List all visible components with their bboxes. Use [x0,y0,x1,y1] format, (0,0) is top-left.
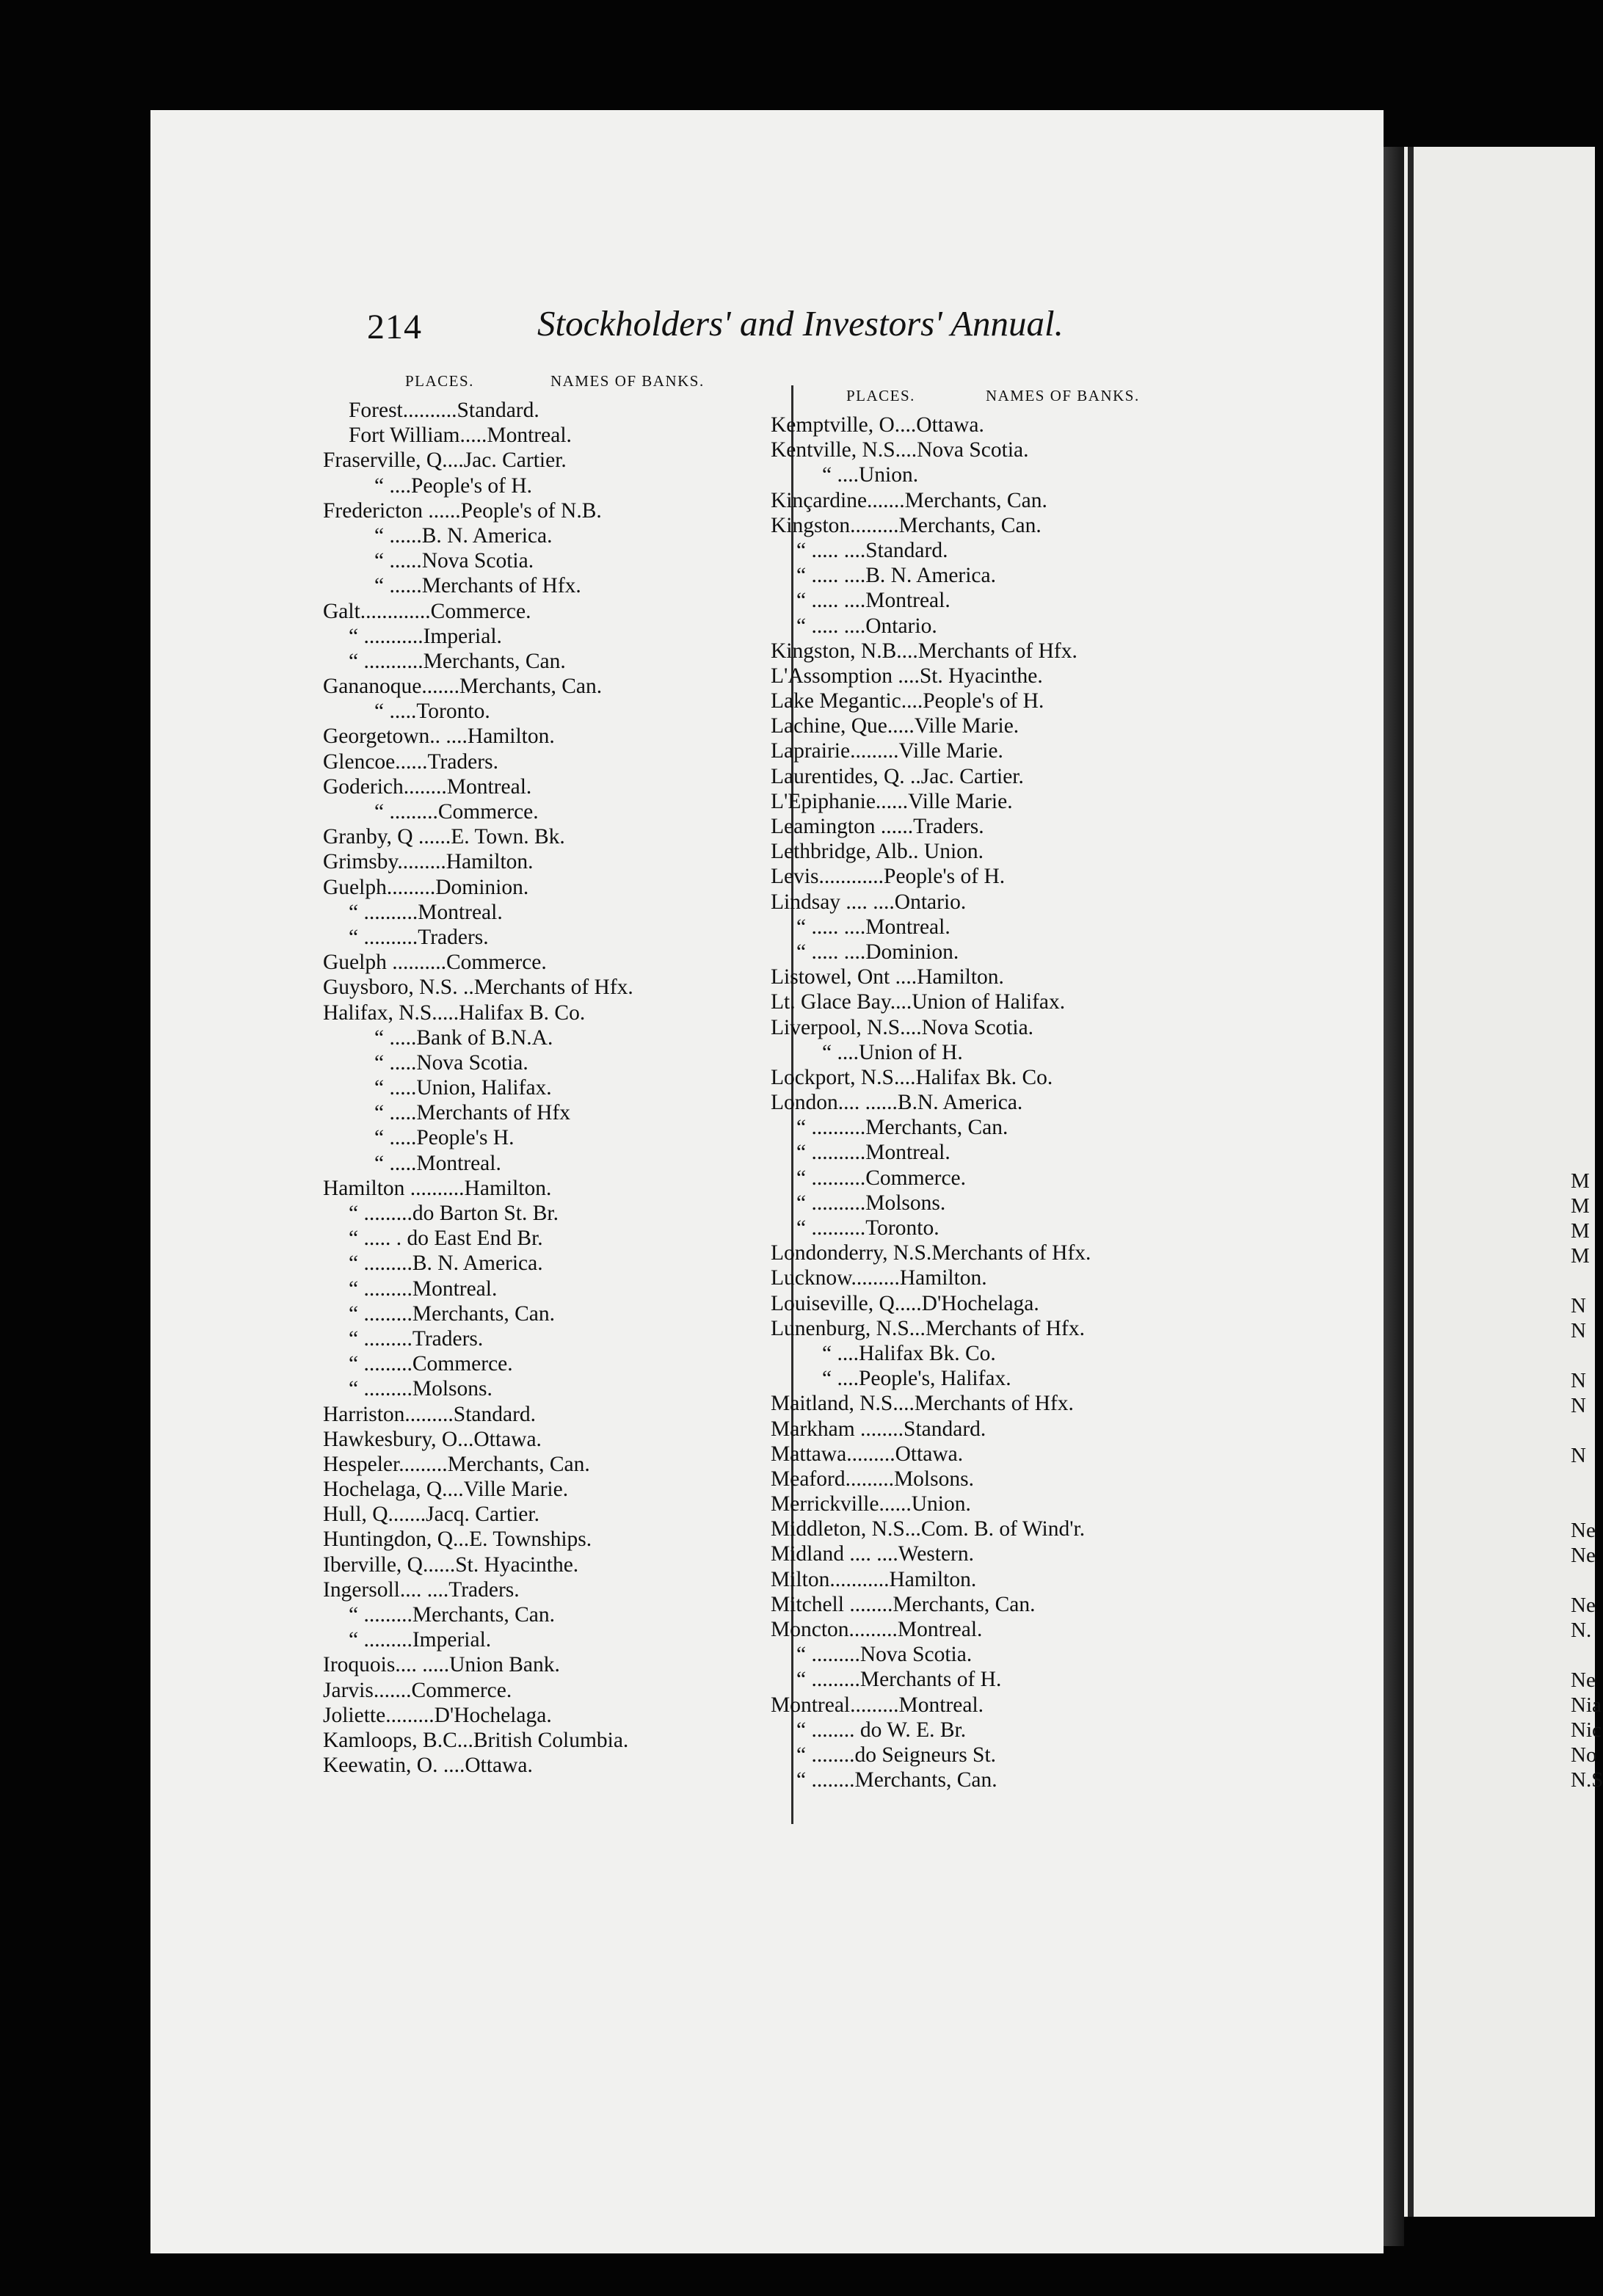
page-number: 214 [367,308,422,346]
facing-page-line [1571,1268,1603,1293]
directory-entry: “ .........B. N. America. [349,1251,543,1276]
banks-heading: NAMES OF BANKS. [985,387,1140,404]
directory-entry: Hespeler.........Merchants, Can. [323,1452,590,1476]
directory-entry: “ ..... ....Montreal. [796,915,950,939]
facing-page-line: Ne [1571,1594,1596,1617]
directory-entry: Georgetown.. ....Hamilton. [323,724,555,749]
places-heading: PLACES. [846,387,915,404]
directory-entry: Galt.............Commerce. [323,599,531,623]
directory-entry: Leamington ......Traders. [771,815,984,838]
directory-entry: “ .....Bank of B.N.A. [374,1025,553,1050]
facing-page-line: Nia [1571,1693,1602,1717]
facing-page-line: M [1571,1194,1590,1218]
directory-entry: “ ....Halifax Bk. Co. [822,1341,996,1365]
directory-entry: Mitchell ........Merchants, Can. [771,1592,1036,1616]
directory-entry: “ ......Merchants of Hfx. [374,574,581,598]
facing-page-line: N [1571,1394,1586,1417]
facing-page-spine [1408,147,1414,2217]
directory-entry: Londonderry, N.S.Merchants of Hfx. [771,1241,1091,1265]
facing-page-line: Nic [1571,1718,1602,1742]
directory-entry: “ ...........Imperial. [349,624,502,648]
directory-entry: Ingersoll.... ....Traders. [323,1577,520,1602]
directory-entry: Mattawa.........Ottawa. [771,1442,964,1466]
directory-entry: “ .........Nova Scotia. [796,1643,973,1667]
facing-page-line [1571,1343,1603,1368]
directory-entry: “ ...........Merchants, Can. [349,649,566,673]
directory-entry: Fraserville, Q....Jac. Cartier. [323,448,567,473]
facing-page-line: Ne [1571,1544,1596,1567]
directory-entry: “ ........ do W. E. Br. [796,1718,967,1742]
directory-entry: London.... ......B.N. America. [771,1091,1023,1115]
directory-entry: “ ..... . do East End Br. [349,1227,543,1251]
directory-entry: “ .........Commerce. [349,1352,513,1376]
directory-entry: “ ..........Commerce. [796,1166,967,1190]
directory-entry: “ .....Union, Halifax. [374,1076,552,1100]
directory-entry: L'Assomption ....St. Hyacinthe. [771,664,1043,688]
directory-entry: L'Epiphanie......Ville Marie. [771,789,1013,813]
directory-entry: Harriston.........Standard. [323,1402,537,1426]
directory-entry: “ .........Imperial. [349,1628,492,1652]
facing-page-line: Ne [1571,1519,1596,1542]
facing-page-line: N [1571,1369,1586,1392]
directory-entry: Guelph ..........Commerce. [323,951,547,975]
directory-entry: Lake Megantic....People's of H. [771,689,1044,713]
directory-entry: Midland .... ....Western. [771,1542,975,1566]
directory-entry: “ .........do Barton St. Br. [349,1202,559,1225]
directory-entry: Lucknow.........Hamilton. [771,1266,987,1290]
facing-page-line: N [1571,1319,1586,1343]
right-column-headings [771,383,1204,413]
directory-entry: Meaford.........Molsons. [771,1467,974,1491]
directory-entry: Jarvis.......Commerce. [323,1678,512,1702]
directory-entry: “ .....Toronto. [374,700,490,724]
directory-entry: Levis............People's of H. [771,865,1006,889]
directory-entry: Guelph.........Dominion. [323,875,529,899]
directory-entry: Halifax, N.S.....Halifax B. Co. [323,1000,586,1025]
directory-entry: “ ........do Seigneurs St. [796,1743,997,1767]
directory-entry: Iroquois.... .....Union Bank. [323,1653,560,1677]
directory-entry: Kamloops, B.C...British Columbia. [323,1728,629,1752]
directory-entry: Huntingdon, Q...E. Townships. [323,1527,592,1552]
directory-entry: “ .........Montreal. [349,1276,498,1301]
running-title: Stockholders' and Investors' Annual. [537,303,1064,344]
directory-entry: Keewatin, O. ....Ottawa. [323,1754,533,1778]
directory-entry: Kingston.........Merchants, Can. [771,513,1042,537]
directory-entry: Laurentides, Q. ..Jac. Cartier. [771,764,1024,788]
facing-page [1404,147,1595,2217]
directory-entry: Liverpool, N.S....Nova Scotia. [771,1015,1034,1039]
directory-entry: Laprairie.........Ville Marie. [771,739,1003,763]
directory-entry: “ ..........Montreal. [796,1141,950,1165]
facing-page-line: No [1571,1743,1597,1767]
facing-page-line [1571,1643,1603,1668]
facing-page-line: M [1571,1244,1590,1268]
directory-entry: Forest..........Standard. [349,399,539,422]
directory-entry: Listowel, Ont ....Hamilton. [771,965,1004,989]
directory-entry: Hochelaga, Q....Ville Marie. [323,1478,569,1502]
facing-page-line: M [1571,1219,1590,1243]
directory-entry: “ ....People's, Halifax. [822,1367,1011,1391]
directory-entry: Hawkesbury, O...Ottawa. [323,1427,542,1451]
directory-entry: “ .........Merchants of H. [796,1668,1002,1692]
directory-entry: “ ..... ....Dominion. [796,940,959,964]
directory-entry: “ ........Merchants, Can. [796,1768,997,1792]
directory-entry: Kinçardine.......Merchants, Can. [771,488,1047,512]
directory-entry: “ ..... ....B. N. America. [796,564,996,588]
directory-entry: Lachine, Que.....Ville Marie. [771,714,1019,738]
directory-entry: “ .........Traders. [349,1326,484,1351]
facing-page-line: N.S [1571,1768,1603,1792]
directory-entry: Hull, Q.......Jacq. Cartier. [323,1503,539,1527]
directory-entry: “ ......Nova Scotia. [374,549,534,573]
directory-entry: “ .....Merchants of Hfx [374,1101,571,1125]
left-entry-list [323,398,763,1778]
directory-entry: Moncton.........Montreal. [771,1618,983,1641]
directory-entry: Kentville, N.S....Nova Scotia. [771,438,1029,462]
directory-entry: Milton...........Hamilton. [771,1567,977,1591]
facing-page-line: N. [1571,1619,1592,1642]
left-column [323,368,763,1778]
directory-entry: Guysboro, N.S. ..Merchants of Hfx. [323,976,633,1000]
directory-entry: Lunenburg, N.S...Merchants of Hfx. [771,1316,1085,1340]
directory-entry: Lockport, N.S....Halifax Bk. Co. [771,1065,1053,1089]
directory-entry: “ ..........Montreal. [349,900,503,924]
directory-entry: Goderich........Montreal. [323,774,532,799]
directory-entry: Merrickville......Union. [771,1492,971,1516]
directory-entry: “ .........Merchants, Can. [349,1603,555,1627]
directory-entry: Lethbridge, Alb.. Union. [771,840,984,864]
directory-entry: Lindsay .... ....Ontario. [771,890,967,914]
facing-page-line [1571,1493,1603,1518]
directory-entry: Fort William.....Montreal. [349,424,572,448]
left-column-headings [323,368,763,398]
directory-entry: Glencoe......Traders. [323,749,498,774]
directory-entry: “ ......B. N. America. [374,523,553,548]
directory-entry: “ .........Merchants, Can. [349,1301,555,1326]
directory-entry: “ ..........Toronto. [796,1216,939,1240]
directory-entry: “ ....Union. [822,463,919,487]
facing-page-line [1571,1468,1603,1493]
directory-entry: Lt. Glace Bay....Union of Halifax. [771,990,1066,1014]
directory-entry: “ .........Molsons. [349,1377,492,1401]
directory-entry: Louiseville, Q.....D'Hochelaga. [771,1291,1039,1315]
facing-page-line: Ne [1571,1668,1596,1692]
directory-entry: Maitland, N.S....Merchants of Hfx. [771,1392,1074,1416]
directory-entry: “ ..... ....Montreal. [796,589,950,613]
directory-entry: Fredericton ......People's of N.B. [323,498,602,523]
directory-entry: “ ..... ....Standard. [796,538,948,562]
directory-entry: Gananoque.......Merchants, Can. [323,675,603,699]
facing-page-line: N [1571,1444,1586,1467]
directory-entry: “ ..........Molsons. [796,1191,946,1215]
directory-entry: Markham ........Standard. [771,1417,986,1441]
directory-entry: Kemptville, O....Ottawa. [771,413,984,437]
directory-entry: “ .........Commerce. [374,800,539,824]
directory-entry: “ ..........Merchants, Can. [796,1116,1008,1140]
directory-entry: “ ....Union of H. [822,1040,963,1064]
facing-page-text-fragment [1571,1169,1603,1792]
directory-entry: “ .....People's H. [374,1126,515,1150]
directory-entry: “ ....People's of H. [374,473,533,498]
directory-entry: “ .....Montreal. [374,1151,501,1175]
page-gutter-shadow [1384,147,1404,2246]
directory-entry: Joliette.........D'Hochelaga. [323,1703,552,1727]
directory-entry: Granby, Q ......E. Town. Bk. [323,825,565,849]
right-entry-list [771,413,1204,1792]
places-heading: PLACES. [405,372,474,390]
facing-page-line: M [1571,1169,1590,1193]
facing-page-line: N [1571,1294,1586,1318]
directory-entry: “ .....Nova Scotia. [374,1050,528,1075]
directory-entry: “ ..... ....Ontario. [796,614,937,638]
directory-entry: Middleton, N.S...Com. B. of Wind'r. [771,1517,1086,1541]
facing-page-line [1571,1418,1603,1443]
directory-entry: Montreal.........Montreal. [771,1693,984,1717]
right-column [771,383,1204,1792]
directory-entry: “ ..........Traders. [349,925,489,949]
directory-entry: Grimsby.........Hamilton. [323,850,534,874]
directory-entry: Kingston, N.B....Merchants of Hfx. [771,639,1077,663]
banks-heading: NAMES OF BANKS. [550,372,705,390]
directory-entry: Iberville, Q......St. Hyacinthe. [323,1552,579,1577]
facing-page-line [1571,1568,1603,1593]
directory-entry: Hamilton ..........Hamilton. [323,1176,552,1200]
